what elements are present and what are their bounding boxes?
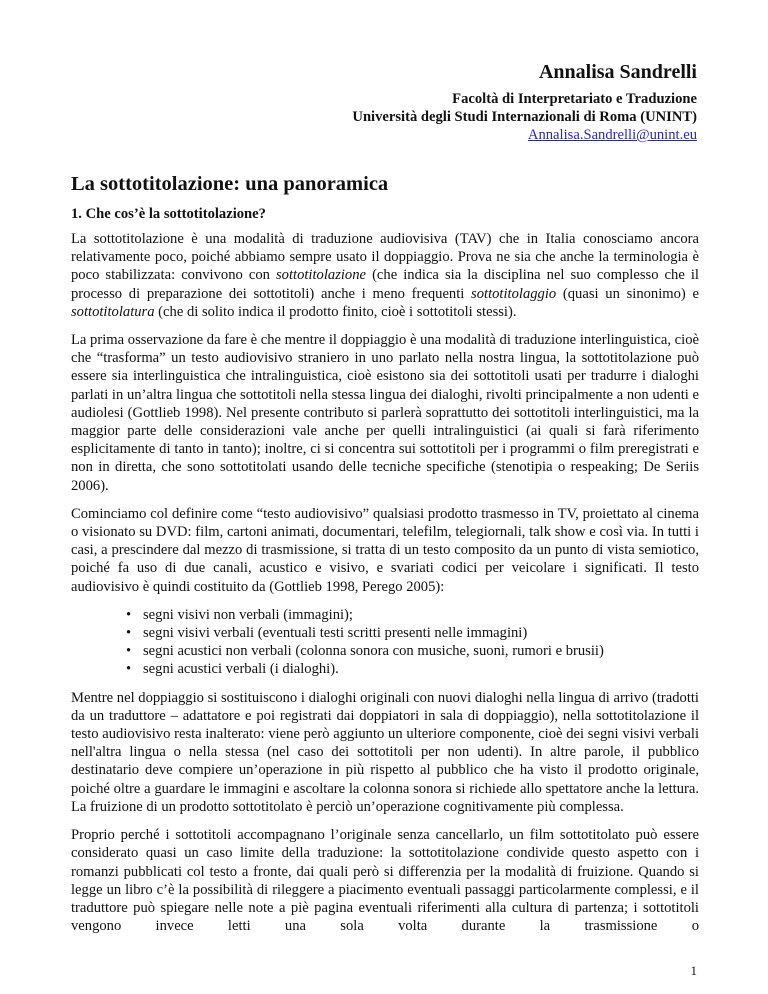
paragraph-3: Cominciamo col definire come “testo audiovisivo” qualsiasi prodotto trasmesso in TV, proiettato al cinema o visionato su DVD: film, cartoni animati, documentari, telefilm, telegiornali, talk show e così via. In tutti i casi, a prescindere dal mezzo di trasmissione, si tratta di un testo composito da un punto di vista semiotico, poiché fa uso di due canali, acustico e visivo, e svariati codici per veicolare i significati. Il testo audiovisivo è quindi costituito da (Gottlieb 1998, Perego 2005):: [71, 505, 699, 595]
list-item: • segni acustici non verbali (colonna sonora con musiche, suoni, rumori e brusii): [126, 643, 604, 660]
list-item: • segni visivi verbali (eventuali testi scritti presenti nelle immagini): [126, 625, 528, 642]
author-header: [352, 60, 697, 144]
document-body: [71, 172, 699, 945]
bullet-icon: •: [126, 661, 132, 678]
author-name: Annalisa Sandrelli: [538, 61, 697, 83]
bullet-icon: •: [126, 606, 132, 623]
bullet-list: [71, 606, 699, 679]
paragraph-5: Proprio perché i sottotitoli accompagnano l’originale senza cancellarlo, un film sottotitolato può essere considerato quasi un caso limite della traduzione: la sottotitolazione condivide questo aspetto con i romanzi pubblicati col testo a fronte, dai quali però si differenzia per la modalità di fruizione. Quando si legge un libro c’è la possibilità di rileggere a piacimento eventuali passaggi particolarmente complessi, e il traduttore può spiegare nelle note a piè pagina eventuali riferimenti alla cultura di partenza; i sottotitoli vengono invece letti una sola volta durante la trasmissione o: [71, 827, 699, 935]
author-email-link[interactable]: Annalisa.Sandrelli@unint.eu: [527, 127, 697, 143]
faculty-name: Facoltà di Interpretariato e Traduzione: [452, 91, 697, 107]
term-sottotitolaggio: sottotitolaggio: [471, 285, 557, 302]
bullet-icon: •: [126, 625, 132, 642]
paragraph-1: La sottotitolazione è una modalità di traduzione audiovisiva (TAV) che in Italia conosciamo ancora relativamente poco, poiché abbiamo sempre usato il doppiaggio. Prova ne sia che anche la terminologia è poco stabilizzata: convivono con sottotitolazione (che indica sia la disciplina nel suo complesso che il processo di preparazione dei sottotitoli) anche i meno frequenti sottotitolaggio (quasi un sinonimo) e sottotitolatura (che di solito indica il prodotto finito, cioè i sottotitoli stessi).: [71, 231, 699, 320]
page-number: 1: [690, 963, 697, 978]
document-title: La sottotitolazione: una panoramica: [71, 173, 389, 195]
list-item: • segni visivi non verbali (immagini);: [126, 606, 353, 623]
bullet-icon: •: [126, 643, 132, 660]
section-heading: 1. Che cos’è la sottotitolazione?: [71, 206, 266, 222]
university-name: Università degli Studi Internazionali di Roma (UNINT): [352, 109, 697, 125]
term-sottotitolatura: sottotitolatura: [71, 303, 155, 320]
term-sottotitolazione: sottotitolazione: [276, 267, 366, 284]
paragraph-2: La prima osservazione da fare è che mentre il doppiaggio è una modalità di traduzione interlinguistica, cioè che “trasforma” un testo audiovisivo straniero in uno parlato nella nostra lingua, la sottotitolazione può essere sia interlinguistica che intralinguistica, cioè esistono sia dei sottotitoli usati per tradurre i dialoghi parlati in un’altra lingua che sottotitoli nella stessa lingua dei dialoghi, rivolti principalmente a non udenti e audiolesi (Gottlieb 1998). Nel presente contributo si parlerà soprattutto dei sottotitoli interlinguistici, ma la maggior parte delle considerazioni vale anche per quelli intralinguistici (ai quali si farà riferimento esplicitamente di tanto in tanto); inoltre, ci si concentra sui sottotitoli per i programmi o film preregistrati e non in diretta, che sono sottotitolati usando delle tecniche specifiche (stenotipia o respeaking; De Seriis 2006).: [71, 332, 699, 494]
list-item: • segni acustici verbali (i dialoghi).: [126, 661, 339, 678]
paragraph-4: Mentre nel doppiaggio si sostituiscono i dialoghi originali con nuovi dialoghi nella lingua di arrivo (tradotti da un traduttore – adattatore e poi registrati dai doppiatori in sala di doppiaggio), nella sottotitolazione il testo audiovisivo resta inalterato: viene però aggiunto un ulteriore componente, cioè dei segni visivi verbali nell'altra lingua o nella stessa (nel caso dei sottotitoli per non udenti). In altre parole, il pubblico destinatario deve compiere un’operazione in più rispetto al pubblico che ha visto il prodotto originale, poiché oltre a guardare le immagini e ascoltare la colonna sonora si richiede allo spettatore anche la lettura. La fruizione di un prodotto sottotitolato è perciò un’operazione cognitivamente più complessa.: [71, 689, 699, 815]
